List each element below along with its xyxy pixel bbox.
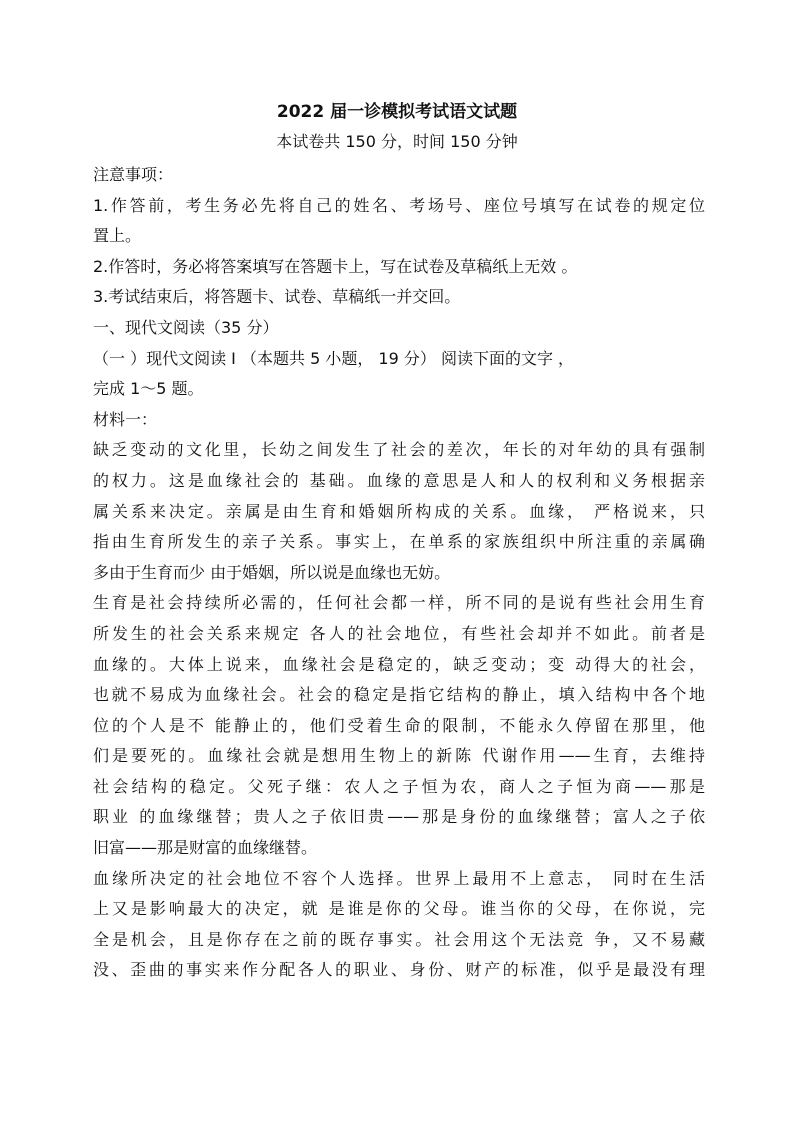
text-line: 没、歪曲的事实来作分配各人的职业、身份、财产的标准，似乎是最没有理 [93, 960, 705, 980]
text-line: 血缘的。大体上说来，血缘社会是稳定的，缺乏变动；变 动得大的社会， [93, 654, 705, 674]
text-line: 3.考试结束后，将答题卡、试卷、草稿纸一并交回。 [93, 287, 461, 307]
text-line: 材料一： [93, 409, 158, 429]
text-line: 缺乏变动的文化里，长幼之间发生了社会的差次，年长的对年幼的具有强制 [93, 440, 705, 460]
text-line: 位的个人是不 能静止的，他们受着生命的限制，不能永久停留在那里，他 [93, 715, 705, 735]
text-line: 上又是影响最大的决定，就 是谁是你的父母。谁当你的父母，在你说，完 [93, 899, 705, 919]
text-line: 血缘所决定的社会地位不容个人选择。世界上最用不上意志， 同时在生活 [93, 868, 705, 888]
text-line: 生育是社会持续所必需的，任何社会都一样，所不同的是说有些社会用生育 [93, 593, 705, 613]
text-line: 1.作答前，考生务必先将自己的姓名、考场号、座位号填写在试卷的规定位 [93, 195, 705, 215]
text-line: 属关系来决定。亲属是由生育和婚姻所构成的关系。血缘， 严格说来，只 [93, 501, 705, 521]
text-line: 所发生的社会关系来规定 各人的社会地位，有些社会却并不如此。前者是 [93, 623, 705, 643]
text-line: 指由生育所发生的亲子关系。事实上，在单系的家族组织中所注重的亲属确 [93, 532, 705, 552]
text-line: 注意事项： [93, 165, 174, 184]
text-line: 2.作答时，务必将答案填写在答题卡上，写在试卷及草稿纸上无效 。 [93, 256, 578, 276]
text-line: 一、现代文阅读（35 分） [93, 317, 279, 337]
exam-subtitle: 本试卷共 150 分，时间 150 分钟 [276, 132, 518, 151]
text-line: 旧富——那是财富的血缘继替。 [93, 838, 318, 858]
text-line: （一 ）现代文阅读 Ⅰ （本题共 5 小题， 19 分） 阅读下面的文字 ， [93, 348, 575, 368]
text-line: 职业 的血缘继替；贵人之子依旧贵——那是身份的血缘继替；富人之子依 [93, 807, 705, 827]
text-line: 的权力。这是血缘社会的 基础。血缘的意思是人和人的权利和义务根据亲 [93, 470, 705, 490]
text-line: 们是要死的。血缘社会就是想用生物上的新陈 代谢作用——生育，去维持 [93, 746, 705, 766]
text-line: 多由于生育而少 由于婚姻，所以说是血缘也无妨。 [93, 562, 451, 582]
text-line: 社会结构的稳定。父死子继：农人之子恒为农，商人之子恒为商——那是 [93, 776, 705, 796]
text-line: 也就不易成为血缘社会。社会的稳定是指它结构的静止，填入结构中各个地 [93, 685, 705, 705]
text-line: 置上。 [93, 226, 142, 246]
document-body [93, 160, 705, 986]
text-line: 全是机会，且是你存在之前的既存事实。社会用这个无法竞 争，又不易藏 [93, 929, 705, 949]
text-line: 完成 1～5 题。 [93, 379, 204, 399]
exam-title: 2022 届一诊模拟考试语文试题 [276, 102, 518, 122]
